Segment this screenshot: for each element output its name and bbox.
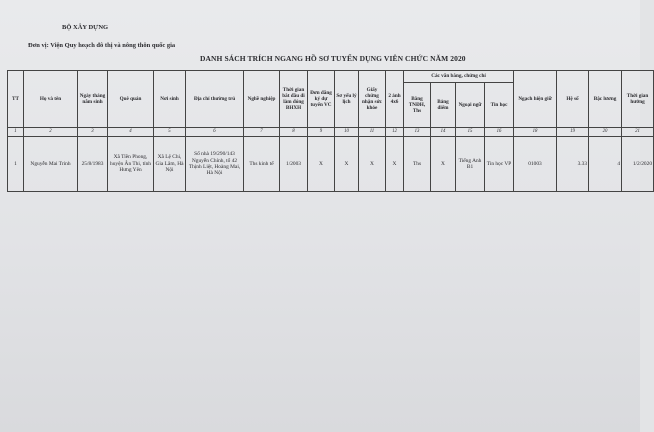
header-row-top bbox=[8, 71, 654, 83]
col-header-photos: 2 ảnh 4x6 bbox=[386, 71, 404, 128]
cell-tt: 1 bbox=[8, 137, 24, 192]
table-row bbox=[8, 137, 654, 192]
column-number-row bbox=[8, 128, 654, 137]
col-number: 1 bbox=[8, 128, 24, 137]
col-header-grade: Ngạch hiện giữ bbox=[514, 71, 557, 128]
col-header-tt: TT bbox=[8, 71, 24, 128]
col-header-coefficient: Hệ số bbox=[557, 71, 589, 128]
cell-photos: X bbox=[386, 137, 404, 192]
col-number: 13 bbox=[404, 128, 431, 137]
col-number: 4 bbox=[108, 128, 154, 137]
col-header-dob: Ngày tháng năm sinh bbox=[78, 71, 108, 128]
unit-name: Đơn vị: Viện Quy hoạch đô thị và nông thôn quốc gia bbox=[28, 42, 176, 49]
col-header-name: Họ và tên bbox=[24, 71, 78, 128]
cell-health: X bbox=[359, 137, 386, 192]
col-number: 11 bbox=[359, 128, 386, 137]
cell-cv: X bbox=[335, 137, 359, 192]
col-number: 7 bbox=[244, 128, 280, 137]
col-header-hometown: Quê quán bbox=[108, 71, 154, 128]
col-header-address: Địa chỉ thường trú bbox=[186, 71, 244, 128]
col-header-it: Tin học bbox=[485, 83, 514, 128]
col-number: 14 bbox=[431, 128, 456, 137]
col-number: 10 bbox=[335, 128, 359, 137]
col-number: 21 bbox=[622, 128, 654, 137]
col-number: 8 bbox=[280, 128, 308, 137]
cell-dob: 25/8/1983 bbox=[78, 137, 108, 192]
candidate-table bbox=[7, 70, 654, 192]
cell-address: Số nhà 19/290/143 Nguyễn Chính, tổ 42 Thịnh Liệt, Hoàng Mai, Hà Nội bbox=[186, 137, 244, 192]
col-header-transcript: Bảng điểm bbox=[431, 83, 456, 128]
cell-name: Nguyễn Mai Trinh bbox=[24, 137, 78, 192]
group-header-certificates: Các văn bằng, chứng chỉ bbox=[404, 71, 514, 83]
col-header-language: Ngoại ngữ bbox=[456, 83, 485, 128]
document-title: DANH SÁCH TRÍCH NGANG HỒ SƠ TUYỂN DỤNG VIÊN CHỨC NĂM 2020 bbox=[200, 54, 466, 63]
col-header-degree: Bằng TNĐH, Ths bbox=[404, 83, 431, 128]
col-number: 12 bbox=[386, 128, 404, 137]
cell-transcript: X bbox=[431, 137, 456, 192]
col-number: 3 bbox=[78, 128, 108, 137]
cell-it: Tin học VP bbox=[485, 137, 514, 192]
cell-coefficient: 3.33 bbox=[557, 137, 589, 192]
col-header-application: Đơn đăng ký dự tuyển VC bbox=[308, 71, 335, 128]
col-header-since: Thời gian hưởng bbox=[622, 71, 654, 128]
ministry-name: BỘ XÂY DỰNG bbox=[62, 24, 109, 31]
col-number: 6 bbox=[186, 128, 244, 137]
cell-since: 1/2/2020 bbox=[622, 137, 654, 192]
col-number: 19 bbox=[557, 128, 589, 137]
cell-application: X bbox=[308, 137, 335, 192]
cell-salary-level: 4 bbox=[589, 137, 622, 192]
col-header-salary-level: Bậc lương bbox=[589, 71, 622, 128]
cell-hometown: Xã Tiền Phong, huyện Ân Thi, tỉnh Hưng Yên bbox=[108, 137, 154, 192]
col-header-cv: Sơ yếu lý lịch bbox=[335, 71, 359, 128]
cell-bhxh-start: 1/2003 bbox=[280, 137, 308, 192]
cell-degree: Ths bbox=[404, 137, 431, 192]
col-header-birthplace: Nơi sinh bbox=[154, 71, 186, 128]
col-number: 16 bbox=[485, 128, 514, 137]
col-number: 15 bbox=[456, 128, 485, 137]
col-number: 20 bbox=[589, 128, 622, 137]
cell-grade: 01003 bbox=[514, 137, 557, 192]
col-header-health: Giấy chứng nhận sức khỏe bbox=[359, 71, 386, 128]
col-number: 18 bbox=[514, 128, 557, 137]
col-header-bhxh: Thời gian bắt đầu đi làm đóng BHXH bbox=[280, 71, 308, 128]
cell-birthplace: Xã Lệ Chi, Gia Lâm, Hà Nội bbox=[154, 137, 186, 192]
col-number: 5 bbox=[154, 128, 186, 137]
col-header-occupation: Nghề nghiệp bbox=[244, 71, 280, 128]
col-number: 9 bbox=[308, 128, 335, 137]
cell-language: Tiếng Anh B1 bbox=[456, 137, 485, 192]
cell-occupation: Ths kinh tế bbox=[244, 137, 280, 192]
col-number: 2 bbox=[24, 128, 78, 137]
